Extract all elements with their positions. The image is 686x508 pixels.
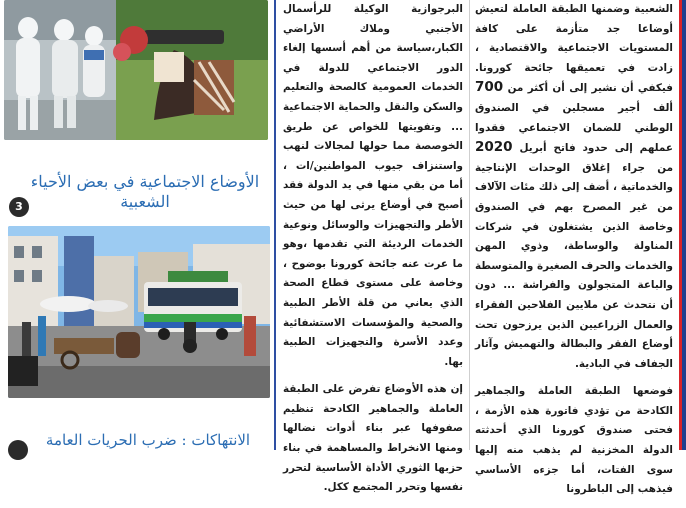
- health-workers-field-photo[interactable]: [4, 0, 268, 140]
- highlighted-year: 2020: [475, 139, 513, 156]
- sidebar-article-title-social-conditions[interactable]: الأوضاع الاجتماعية في بعض الأحياء الشعبية: [30, 172, 260, 211]
- article-number-badge: 3: [9, 197, 29, 217]
- sidebar-article-title-violations[interactable]: الانتهاكات : ضرب الحريات العامة: [45, 431, 251, 449]
- article-paragraph: [475, 0, 673, 374]
- column-divider-blue: [274, 0, 276, 450]
- highlighted-number: 700: [475, 79, 504, 96]
- article-paragraph: إن هذه الأوضاع تفرض على الطبقة العاملة والجماهير الكادحة تنظيم صفوفها عبر بناء أدوات نضالها ومنها الانخراط والمساهمة في بناء حزبها الثوري الأداة الأساسية لتحرر نفسها وتحرر المجتمع ككل.: [283, 383, 463, 494]
- article-text: ألف أجير مسجلين في الصندوق الوطني للضمان الاجتماعي فقدوا عملهم إلى حدود فاتح أبريل: [475, 101, 673, 155]
- street-scene-photo[interactable]: [8, 226, 270, 398]
- article-column-right: [475, 0, 673, 508]
- article-paragraph: فوضعها الطبقة العاملة والجماهير الكادحة من تؤدي فاتورة هذه الأزمة ، فحتى صندوق كورونا الذي أحدثته الدولة المخزنية لم يذهب منه إليها سوى الفتات، أما جزءه الأساسي فيذهب إلى الباطرونا: [475, 385, 673, 496]
- article-text: الشعبية وضمنها الطبقة العاملة لتعيش أوضاعا جد متأزمة على كافة المستويات الاجتماعية والاقتصادية ، زادت في تعميقها جائحة كورونا. فيكفي أن نشير إلى أن أكثر من: [475, 3, 673, 95]
- page-edge-blue-stripe: [682, 0, 686, 450]
- article-paragraph: البرجوازية الوكيلة للرأسمال الأجنبي وملاك الأراضي الكبار،سياسة من أهم أسسها إلغاء الدور الاجتماعي للدولة في الخدمات العمومية كالصحة والتعليم والسكن والنقل والحماية الاجتماعية ... وتفويتها للخواص عن طريق الخوصصة مما حولها لمجالات لنهب واستنزاف جيوب المواطنين/ات ، أما من بقي منها في يد الدولة فقد أصبح في أوضاع يرثى لها من حيث الأطر والتجهيزات والوسائل ونوعية الخدمات الرديئة التي تقدمها ،وهو ما عرت عنه جائحة كورونا بوضوح ، وخاصة على مستوى قطاع الصحة الذي يعاني من قلة الأطر الطبية والصحية والمؤسسات الاستشفائية وعدد الأسرة والتجهيزات الطبية بها.: [283, 3, 463, 368]
- article-column-middle: [283, 0, 463, 506]
- article-number-badge-partial: [8, 440, 28, 460]
- article-text: من جراء إغلاق الوحدات الإنتاجية والخدماتية ، أضف إلى ذلك مئات الآلاف من غير المصرح بهم في الصندوق وخاصة الذين يشتغلون في شركات المناولة والوساطة، وذوي المهن والخدمات والحرف الصغيرة والمتوسطة والباعة المتجولون والفراشة ... دون أن نتحدث عن ملايين الفلاحين الفقراء والعمال الزراعيين الذين يرزحون تحت أوضاع الفقر والبطالة والتهميش وآثار الجفاف في البادية.: [475, 161, 673, 370]
- column-divider: [469, 0, 470, 450]
- related-articles-sidebar: [0, 0, 276, 450]
